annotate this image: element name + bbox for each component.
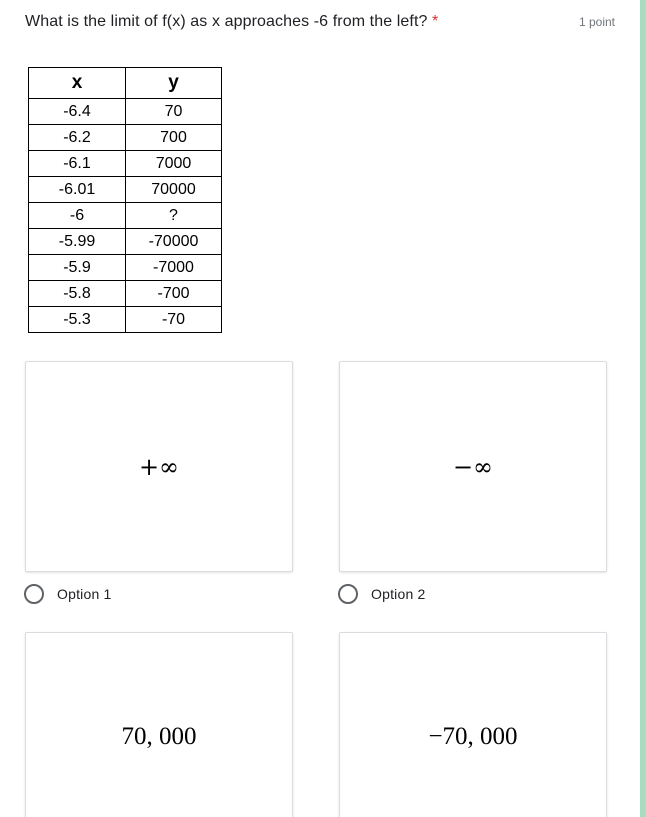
cell-x: -5.99 [29,229,126,255]
option-1-image-card[interactable] [25,361,293,572]
values-table [28,67,222,333]
option-4-image-card[interactable] [339,632,607,817]
cell-x: -6.1 [29,151,126,177]
cell-y: 7000 [126,151,222,177]
option-4-image-text: −70, 000 [428,722,518,750]
option-2-image-text: −∞ [452,452,494,481]
option-2-choice[interactable] [338,584,426,604]
table-row [29,281,222,307]
cell-x: -6 [29,203,126,229]
radio-circle-icon [24,584,44,604]
table-header-row [29,68,222,99]
cell-y: ? [126,203,222,229]
table-row [29,307,222,333]
required-asterisk: * [432,13,439,30]
option-1-choice[interactable] [24,584,112,604]
option-3-image-card[interactable] [25,632,293,817]
cell-y: 700 [126,125,222,151]
cell-x: -6.2 [29,125,126,151]
cell-x: -6.4 [29,99,126,125]
question-title [25,12,438,32]
header-x: x [29,68,126,99]
table-row [29,177,222,203]
cell-y: -70 [126,307,222,333]
cell-x: -5.8 [29,281,126,307]
table-row [29,229,222,255]
cell-y: 70000 [126,177,222,203]
table-row [29,255,222,281]
option-1-image-text: +∞ [138,452,180,481]
cell-x: -5.3 [29,307,126,333]
form-side-accent [640,0,646,817]
cell-y: -700 [126,281,222,307]
cell-y: -7000 [126,255,222,281]
table-row [29,151,222,177]
option-2-image-card[interactable] [339,361,607,572]
header-y: y [126,68,222,99]
cell-y: -70000 [126,229,222,255]
option-3-image-text: 70, 000 [121,722,197,750]
radio-circle-icon [338,584,358,604]
table-row [29,203,222,229]
question-text: What is the limit of f(x) as x approaches -6 from the left? [25,13,428,30]
option-1-label: Option 1 [57,586,112,602]
cell-x: -6.01 [29,177,126,203]
table-row [29,99,222,125]
cell-x: -5.9 [29,255,126,281]
option-2-radio[interactable] [338,584,358,604]
option-1-radio[interactable] [24,584,44,604]
option-2-label: Option 2 [371,586,426,602]
table-row [29,125,222,151]
points-label: 1 point [578,15,615,29]
cell-y: 70 [126,99,222,125]
